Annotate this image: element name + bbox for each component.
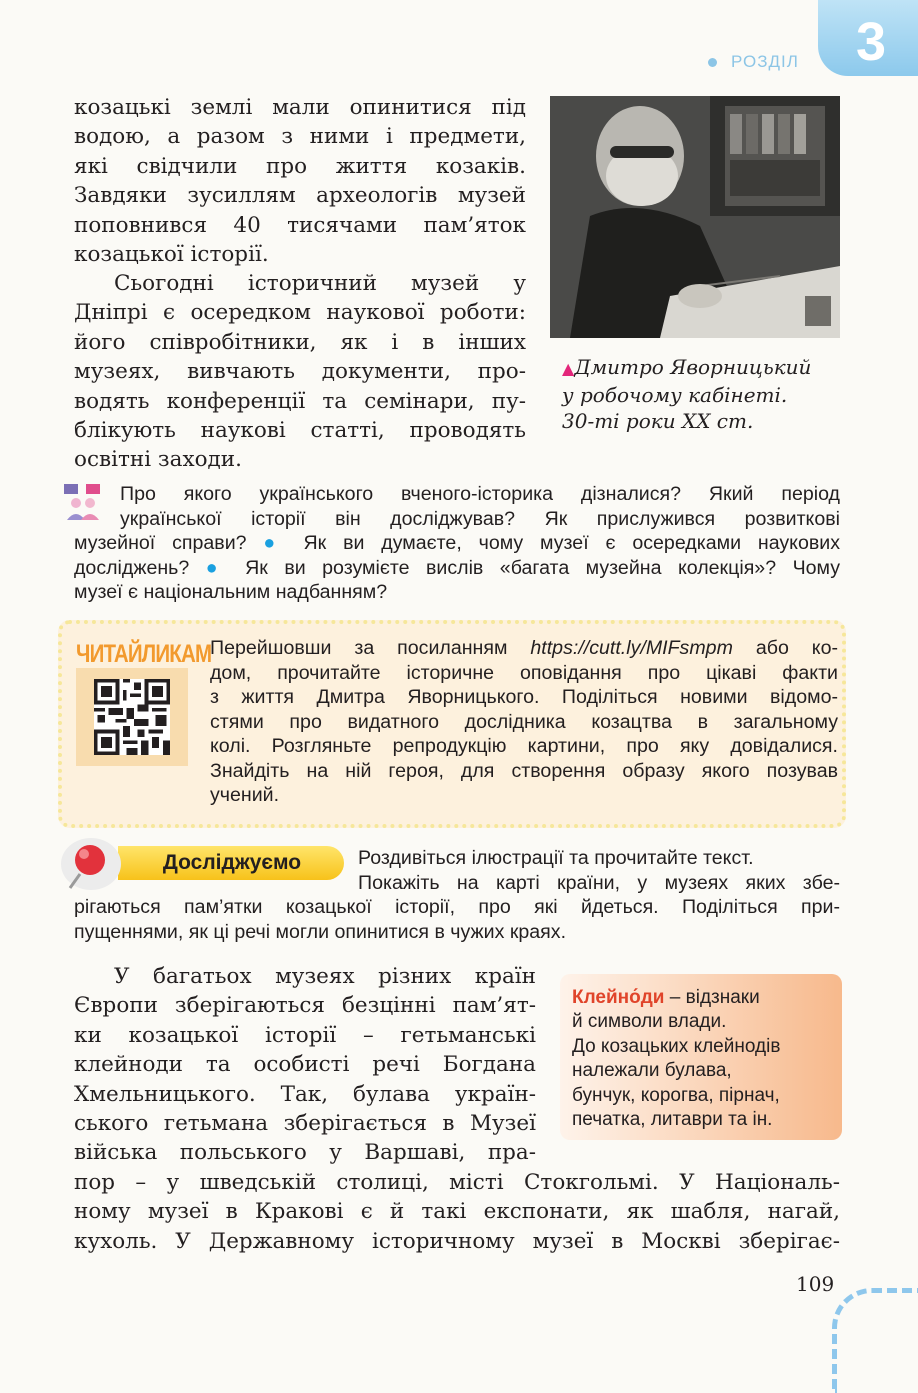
- paragraph-1: [74, 93, 526, 269]
- text-line: кухоль. У Державному історичному музеї в Москві зберігає-: [74, 1228, 840, 1254]
- text-line: клейноди та особисті речі Богдана: [74, 1052, 536, 1078]
- text-line: музеях, вивчають документи, про-: [74, 359, 526, 385]
- text-line: У багатьох музеях різних країн: [114, 964, 536, 989]
- text-line: Дніпрі є осередком наукової роботи:: [74, 300, 526, 326]
- text-line: Хмельницького. Так, булава україн-: [74, 1081, 536, 1107]
- section-number: 3: [855, 12, 887, 72]
- triangle-icon: ▲: [562, 359, 575, 378]
- photo-caption: ▲Дмитро Яворницький у робочому кабінеті. 30-ті роки XX ст.: [562, 355, 812, 433]
- readers-link[interactable]: https://cutt.ly/MIFsmpm: [530, 637, 733, 659]
- text-line: освітні заходи.: [74, 447, 242, 473]
- portrait-illustration: [550, 96, 840, 338]
- questions-block: Про якого українського вченого-історика дізналися? Який період української історії він досліджував? Як прислужився розвиткові музейної справи? ● Як ви думаєте, чому музеї є осередками наукових досліджень? ● Як ви розумієте вислів «багата музейна колекція»? Чому музеї є національним надбанням?: [74, 483, 841, 603]
- definition-term: Клейно́ди: [572, 987, 665, 1008]
- page-number: 109: [796, 1272, 835, 1296]
- text-line: пор – у шведській столиці, місті Стокгольмі. У Національ-: [74, 1169, 840, 1195]
- historical-photo: [550, 96, 840, 338]
- dot-icon: [708, 58, 717, 67]
- text-line: водять конференції та семінари, пу-: [74, 388, 526, 414]
- text-line: ки козацької історії – гетьманські: [74, 1022, 536, 1048]
- paragraph-3-continued: [74, 1168, 840, 1256]
- explore-text: Роздивіться ілюстрації та прочитайте текст. Покажіть на карті країни, у музеях яких збе- рігаються пам’ятки козацької історії, про які йдеться. Поділіться при- пущеннями, як ці речі могли опинитися в чужих краях.: [74, 847, 840, 943]
- text-line: козацької історії.: [74, 242, 269, 268]
- text-line: його співробітники, як і в інших: [74, 329, 526, 355]
- explore-label: Досліджуємо: [162, 851, 302, 874]
- text-line: Завдяки зусиллям археологів музей: [74, 183, 526, 209]
- paragraph-2: [74, 269, 526, 475]
- readers-text: Перейшовши за посиланням https://cutt.ly/MIFsmpm або ко- дом, прочитайте історичне оповідання про цікаві факти з життя Дмитра Яворницького. Поділіться новими відомо- стями про видатного дослідника козацтва в загальному колі. Розгляньте репродукцію картини, про яку довідалися. Знайдіть на ній героя, для створення образу якого позував учений.: [210, 637, 838, 806]
- text-line: Сьогодні історичний музей у: [114, 271, 526, 296]
- text-line: водою, а разом з ними і предмети,: [74, 124, 526, 150]
- bullet-icon: ●: [205, 556, 229, 579]
- definition-text: Клейно́ди – відзнаки й символи влади. До козацьких клейнодів належали булава, бунчук, корогва, пірнач, печатка, литаври та ін.: [572, 987, 781, 1131]
- section-label: РОЗДІЛ: [708, 52, 799, 72]
- paragraph-3: [74, 962, 536, 1168]
- text-line: поповнився 40 тисячами пам’яток: [74, 212, 526, 238]
- text-line: Європи зберігаються безцінні пам’ят-: [74, 993, 536, 1019]
- text-line: ського гетьмана зберігається в Музеї: [74, 1111, 536, 1137]
- corner-decoration: [832, 1288, 918, 1393]
- bullet-icon: ●: [263, 532, 287, 554]
- text-line: блікують наукові статті, проводять: [74, 418, 526, 444]
- readers-title: ЧИТАЙЛИКАМ: [76, 640, 212, 668]
- text-line: козацькі землі мали опинитися під: [74, 95, 526, 120]
- text-line: війська польського у Варшаві, пра-: [74, 1140, 536, 1166]
- text-line: які свідчили про життя козаків.: [74, 153, 526, 179]
- text-line: ному музеї в Кракові є й такі експонати, як шабля, нагай,: [74, 1199, 840, 1225]
- qr-code-icon[interactable]: [94, 679, 170, 755]
